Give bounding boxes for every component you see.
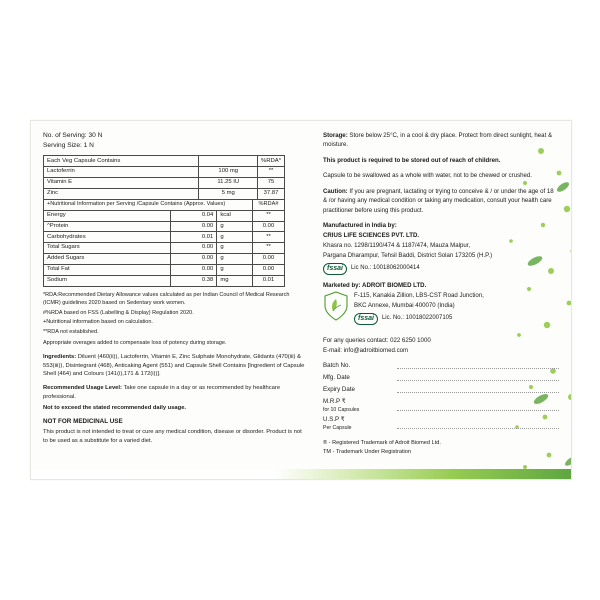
nutrient-value: 0.00 bbox=[171, 254, 217, 265]
footnotes bbox=[43, 291, 305, 348]
marketer-address-2: BKC Annexe, Mumbai 400070 (India) bbox=[354, 302, 455, 310]
th-rda-hash: %RDA# bbox=[253, 200, 285, 210]
nutrient-name: Total Fat bbox=[44, 265, 171, 276]
footnote-calculation: +Nutritional information based on calculation. bbox=[43, 319, 153, 326]
field-value-line[interactable] bbox=[397, 384, 559, 393]
field-label: Expiry Date bbox=[323, 385, 355, 393]
manufacturer-address-2: Pargana Dharampur, Tehsil Baddi, District Solan 173205 (H.P.) bbox=[323, 252, 493, 260]
marketed-title: Marketed by: ADROIT BIOMED LTD. bbox=[323, 282, 427, 290]
nutrient-rda: 0.01 bbox=[253, 275, 285, 286]
nutrient-name: Zinc bbox=[44, 189, 199, 200]
field-expiry-date[interactable] bbox=[323, 384, 559, 396]
registered-trademark-note: ® - Registered Trademark of Adroit Biomed Ltd. bbox=[323, 440, 441, 447]
table-row bbox=[44, 265, 285, 276]
table-row bbox=[44, 232, 285, 243]
nutrient-name: Carbohydrates bbox=[44, 232, 171, 243]
th-amount bbox=[199, 156, 258, 167]
field-label: M.R.P ₹ bbox=[323, 397, 346, 405]
nutrient-name: ^Protein bbox=[44, 221, 171, 232]
table-row bbox=[44, 189, 285, 200]
nutrient-name: Total Sugars bbox=[44, 243, 171, 254]
nutrient-name: Added Sugars bbox=[44, 254, 171, 265]
nutritional-information-table bbox=[43, 199, 285, 286]
nutrient-unit: kcal bbox=[217, 210, 253, 221]
nutrient-unit: mg bbox=[217, 275, 253, 286]
field-sublabel: for 10 Capsules bbox=[323, 406, 360, 413]
storage-text: Store below 25°C, in a cool & dry place. Protect from direct sunlight, heat & moisture. bbox=[323, 132, 553, 149]
table-row bbox=[44, 254, 285, 265]
capsule-contents-table bbox=[43, 155, 285, 199]
field-value-line[interactable] bbox=[397, 372, 559, 381]
left-column bbox=[43, 131, 305, 448]
th-rda: %RDA* bbox=[258, 156, 285, 167]
nutrient-rda: ** bbox=[253, 232, 285, 243]
storage-label: Storage: bbox=[323, 132, 348, 139]
disclaimer-text: This product is not intended to treat or cure any medical condition, disease or disorder. Product is not to be used as a substitute for a varied diet. bbox=[43, 428, 302, 444]
disclaimer-block bbox=[43, 428, 305, 445]
nutrient-rda: ** bbox=[253, 243, 285, 254]
nutrient-rda: ** bbox=[258, 167, 285, 178]
footnote-rda: *RDA:Recommended Dietary Allowance values calculated as per Indian Council of Medical Research (ICMR) guidelines 2020 based on Sedentary work women. bbox=[43, 291, 290, 307]
nutrient-name: Sodium bbox=[44, 275, 171, 286]
nutrient-amount: 100 mg bbox=[199, 167, 258, 178]
no-of-serving: No. of Serving: 30 N bbox=[43, 132, 103, 139]
contact-block bbox=[323, 336, 559, 356]
ingredients-text: Diluent (460(ii)), Lactoferrin, Vitamin E, Zinc Sulphate Monohydrate, Glidants (470(iii) & 553(iii)), Disintegrant (468), Anticaking Agent (551) and Capsule Shell Contains [Ingredient of Capsule Shell (464) and Colours (141(i),171 & 172(i))]. bbox=[43, 353, 305, 378]
swallow-note-block bbox=[323, 171, 559, 180]
nutrient-unit: g bbox=[217, 243, 253, 254]
nutrient-rda: ** bbox=[253, 210, 285, 221]
nutrient-amount: 5 mg bbox=[199, 189, 258, 200]
children-warning-block bbox=[323, 156, 559, 165]
right-column bbox=[323, 131, 559, 457]
field-batch-no[interactable] bbox=[323, 360, 559, 372]
nutrient-unit: g bbox=[217, 232, 253, 243]
manufacturer-fssai-row bbox=[323, 263, 559, 276]
field-value-line[interactable] bbox=[397, 416, 559, 429]
field-mrp[interactable] bbox=[323, 398, 559, 414]
ingredients-label: Ingredients: bbox=[43, 353, 77, 360]
batch-fields bbox=[323, 360, 559, 433]
field-sublabel: Per Capsule bbox=[323, 425, 352, 432]
caution-label: Caution: bbox=[323, 187, 348, 195]
marketer-fssai-row bbox=[354, 313, 559, 326]
caution-text: If you are pregnant, lactating or trying to conceive & / or under the age of 18 & /or having any medical condition or taking any medication, consult your health care practitioner before using this product. bbox=[323, 187, 554, 214]
footnote-overages: Appropriate overages added to compensate loss of potency during storage. bbox=[43, 340, 227, 347]
storage-block bbox=[323, 131, 559, 150]
not-for-medicinal-use: NOT FOR MEDICINAL USE bbox=[43, 417, 123, 425]
serving-info bbox=[43, 131, 305, 151]
footnote-fss: #%RDA based on FSS (Labelling & Display) Regulation 2020. bbox=[43, 309, 194, 316]
nutrient-value: 0.01 bbox=[171, 232, 217, 243]
table-header-row bbox=[44, 156, 285, 167]
table-row bbox=[44, 167, 285, 178]
nutrient-name: Energy bbox=[44, 210, 171, 221]
table-row bbox=[44, 178, 285, 189]
usage-warning: Not to exceed the stated recommended daily usage. bbox=[43, 405, 187, 412]
th-nutritional-info: +Nutritional Information per Serving /Capsule Contains (Approx. Values) bbox=[44, 200, 253, 210]
nutrient-value: 0.00 bbox=[171, 243, 217, 254]
nutrient-rda: 37.87 bbox=[258, 189, 285, 200]
usage-block bbox=[43, 384, 305, 413]
table-header-row bbox=[44, 200, 285, 210]
contact-email[interactable]: E-mail: info@adroitbiomed.com bbox=[323, 346, 409, 354]
table-row bbox=[44, 210, 285, 221]
children-warning-text: This product is required to be stored out of reach of children. bbox=[323, 156, 501, 164]
nutrient-value: 0.00 bbox=[171, 265, 217, 276]
contact-phone: For any queries contact: 022 6250 1000 bbox=[323, 337, 431, 345]
fssai-logo-icon: fssai bbox=[323, 263, 347, 276]
nutrient-amount: 11.25 IU bbox=[199, 178, 258, 189]
nutrient-name: Vitamin E bbox=[44, 178, 199, 189]
trademark-block bbox=[323, 439, 559, 457]
th-capsule-contains: Each Veg Capsule Contains bbox=[44, 156, 199, 167]
caution-block bbox=[323, 187, 559, 215]
usage-label: Recommended Usage Level: bbox=[43, 384, 122, 391]
field-mfg-date[interactable] bbox=[323, 372, 559, 384]
nutrient-unit: g bbox=[217, 265, 253, 276]
nutrient-unit: g bbox=[217, 254, 253, 265]
ingredients-block bbox=[43, 353, 305, 379]
green-shield-icon bbox=[323, 291, 349, 321]
field-value-line[interactable] bbox=[397, 398, 559, 411]
manufacturer-address-1: Khasra no. 1298/1190/474 & 1187/474, Mauza Malpur, bbox=[323, 242, 471, 250]
table-row bbox=[44, 221, 285, 232]
field-label: Mfg. Date bbox=[323, 373, 350, 381]
trademark-note: TM - Trademark Under Registration bbox=[323, 449, 411, 456]
nutrient-rda: 0.00 bbox=[253, 221, 285, 232]
field-value-line[interactable] bbox=[397, 360, 559, 369]
nutrient-value: 0.38 bbox=[171, 275, 217, 286]
marketer-address-1: F-115, Kanakia Zillion, LBS-CST Road Junction, bbox=[354, 292, 484, 300]
product-carton-panel bbox=[30, 120, 572, 480]
marketer-fssai-license: Lic. No.: 10018022007105 bbox=[381, 315, 453, 322]
nutrient-name: Lactoferrin bbox=[44, 167, 199, 178]
manufactured-title: Manufactured in India by: bbox=[323, 222, 397, 230]
usage-text: Take one capsule in a day or as recommended by healthcare professional. bbox=[43, 384, 281, 400]
table-row bbox=[44, 243, 285, 254]
footnote-rda-not-established: **RDA not established. bbox=[43, 328, 99, 335]
swallow-note-text: Capsule to be swallowed as a whole with water, not to be chewed or crushed. bbox=[323, 172, 532, 180]
field-label: Batch No. bbox=[323, 361, 351, 369]
manufacturer-fssai-license: Lic No.: 10018062000414 bbox=[350, 265, 420, 272]
manufacturer-block bbox=[323, 221, 559, 275]
serving-size: Serving Size: 1 N bbox=[43, 142, 94, 150]
fssai-logo-icon: fssai bbox=[354, 313, 378, 326]
marketer-block bbox=[323, 281, 559, 331]
nutrient-value: 0.04 bbox=[171, 210, 217, 221]
nutrient-rda: 0.00 bbox=[253, 254, 285, 265]
table-row bbox=[44, 275, 285, 286]
field-usp[interactable] bbox=[323, 416, 559, 432]
nutrient-rda: 0.00 bbox=[253, 265, 285, 276]
nutrient-unit: g bbox=[217, 221, 253, 232]
carton-columns bbox=[31, 121, 571, 479]
field-label: U.S.P ₹ bbox=[323, 415, 345, 423]
nutrient-value: 0.00 bbox=[171, 221, 217, 232]
manufacturer-company: CRIUS LIFE SCIENCES PVT. LTD. bbox=[323, 232, 420, 240]
nutrient-rda: 75 bbox=[258, 178, 285, 189]
